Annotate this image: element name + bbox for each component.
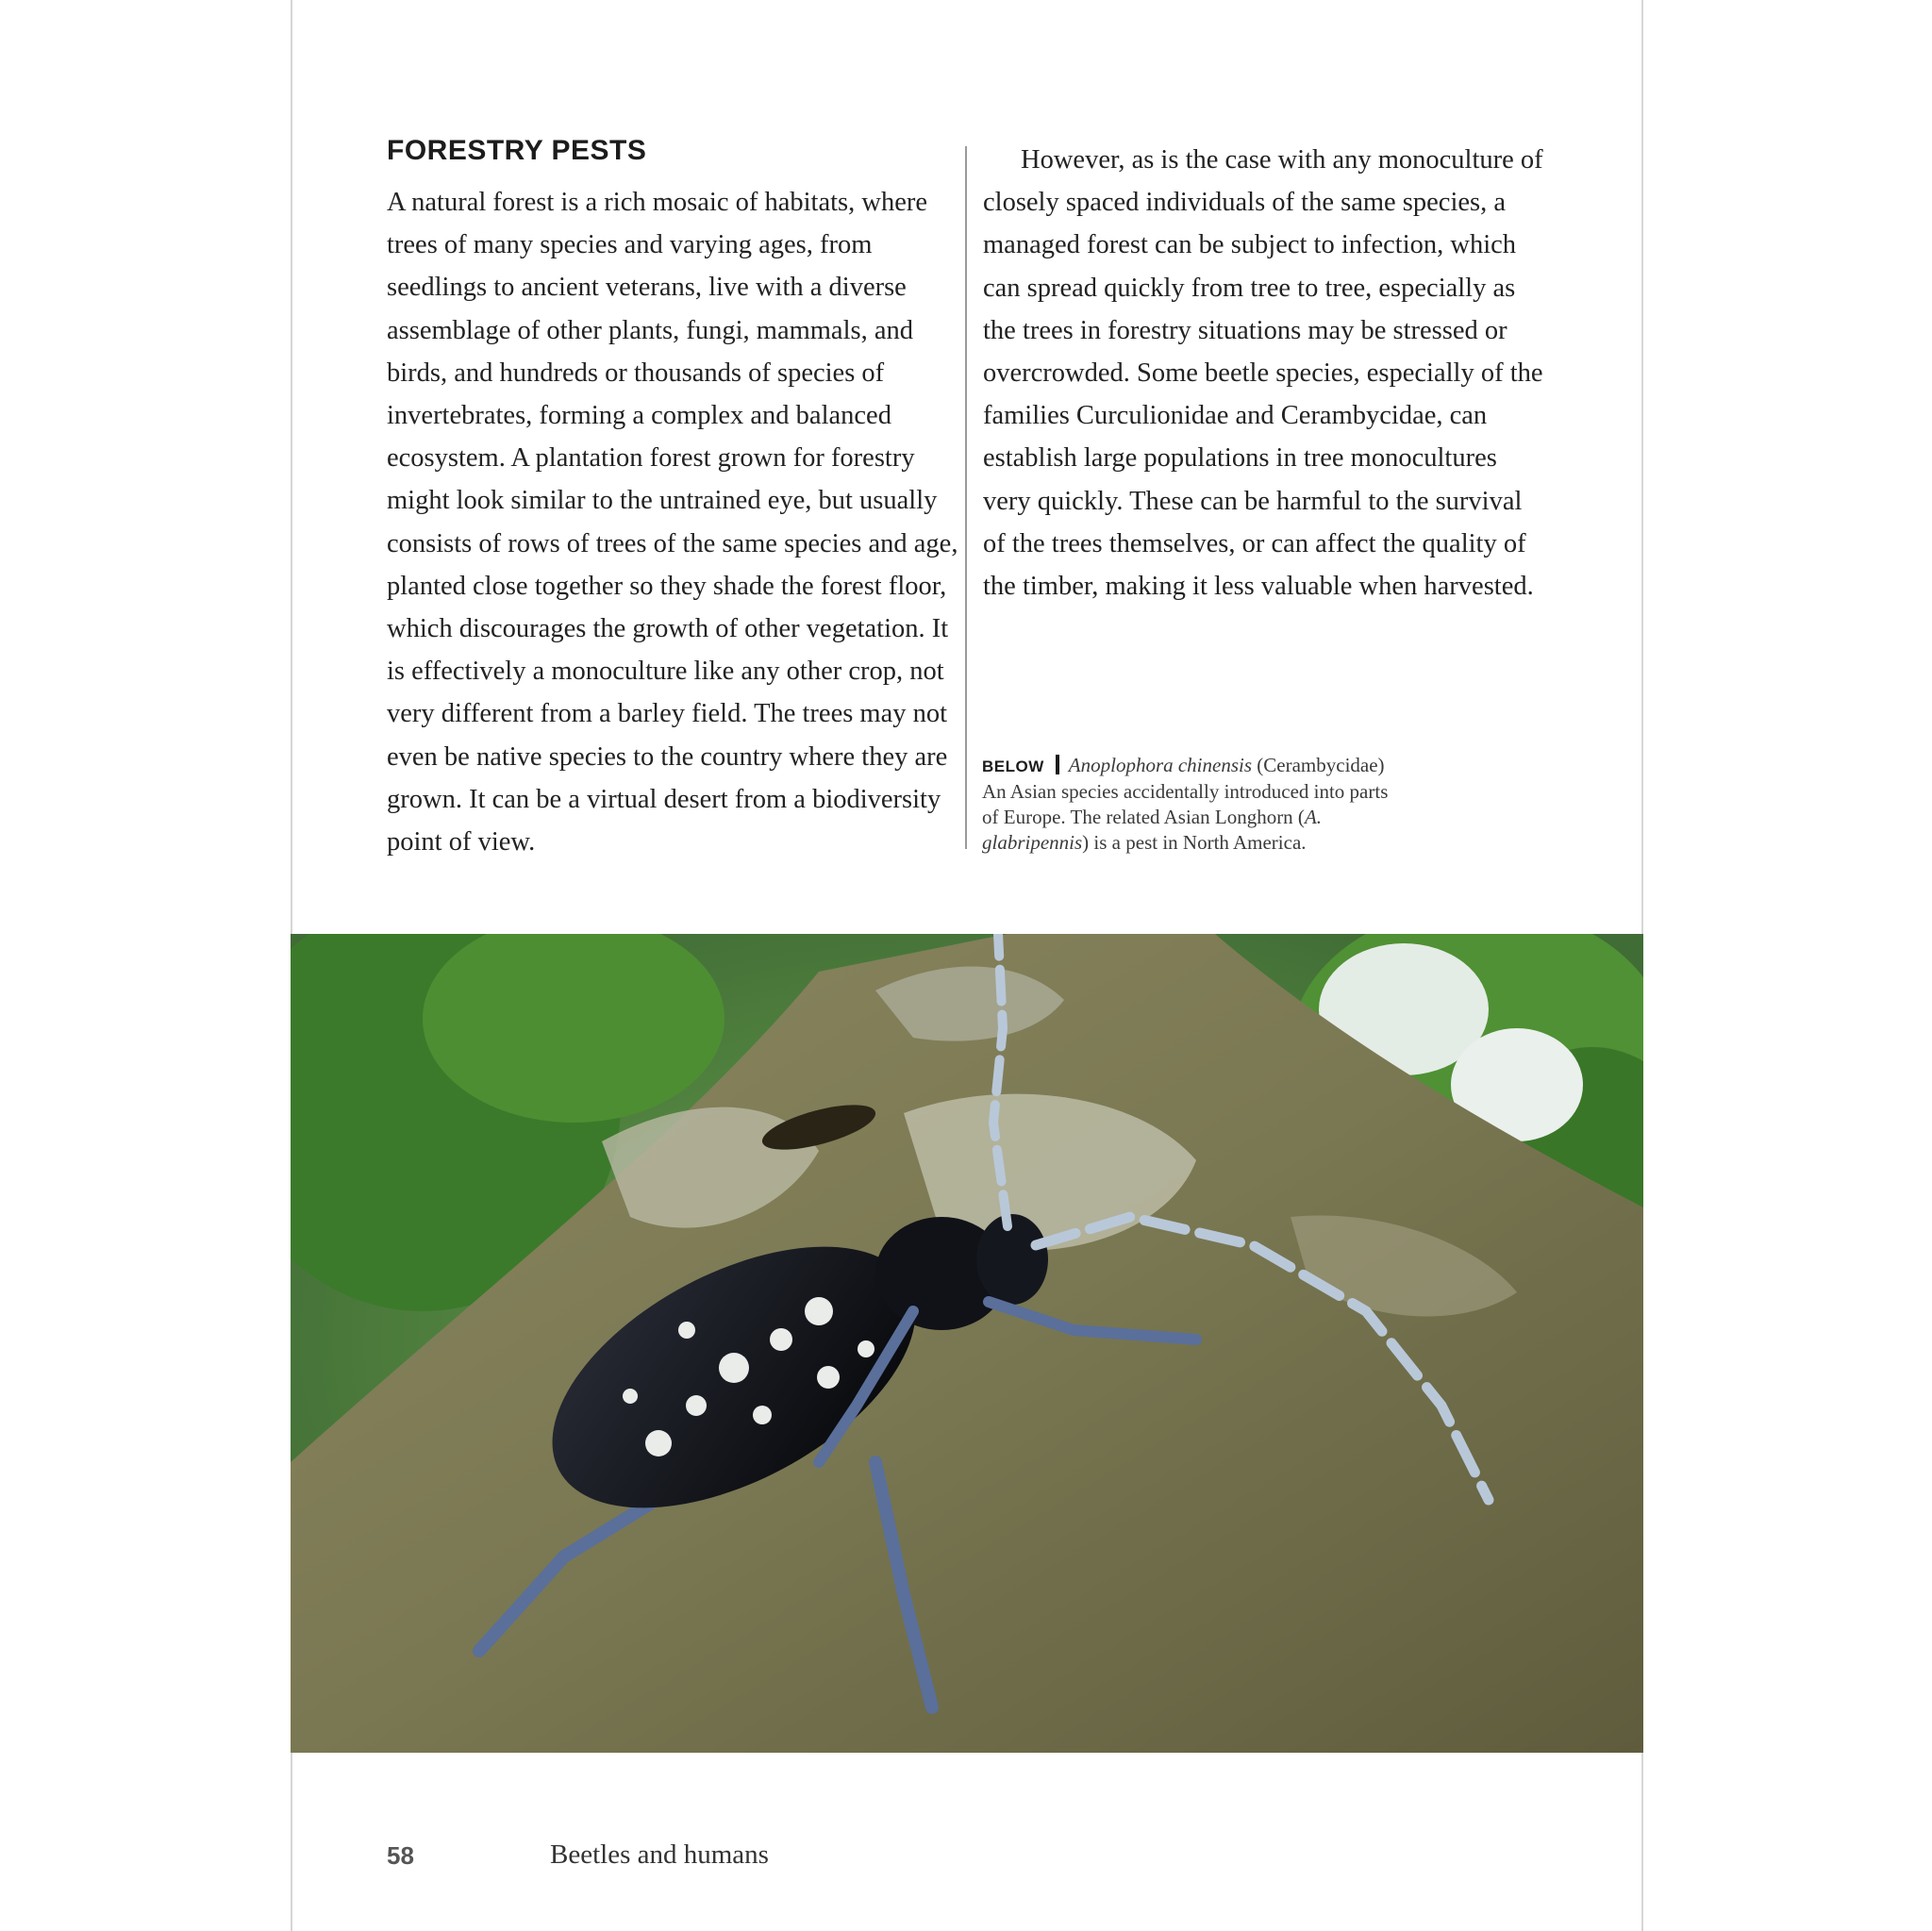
caption-related-species: A. glabripennis [982, 806, 1323, 854]
page-number: 58 [387, 1841, 414, 1870]
caption-label: BELOW [982, 757, 1044, 775]
body-text-right-column: However, as is the case with any monoculture of closely spaced individuals of the same species, a managed forest can be subject to infection, which can spread quickly from tree to tree, especially as the trees in forestry situations may be stressed or overcrowded. Some beetle species, especially of the families Curculionidae and Cerambycidae, can establish large populations in tree monocultures very quickly. These can be harmful to the survival of the trees themselves, or can affect the quality of the timber, making it less valuable when harvested. [983, 145, 1543, 602]
caption-family: (Cerambycidae) [1252, 754, 1385, 776]
caption-species-name: Anoplophora chinensis [1068, 754, 1253, 776]
caption-text-after: ) is a pest in North America. [1082, 831, 1307, 854]
beetle-photo [291, 934, 1643, 1753]
column-divider [965, 146, 967, 849]
photo-caption [982, 753, 1397, 856]
running-head: Beetles and humans [550, 1839, 769, 1870]
caption-separator-bar [1056, 755, 1059, 774]
section-heading: FORESTRY PESTS [387, 135, 647, 166]
body-text-left-column: A natural forest is a rich mosaic of habitats, where trees of many species and varying ages, from seedlings to ancient veterans, live with a diverse assemblage of other plants, fungi, mammals, and birds, and hundreds or thousands of species of invertebrates, forming a complex and balanced ecosystem. A plantation forest grown for forestry might look similar to the untrained eye, but usually consists of rows of trees of the same species and age, planted close together so they shade the forest floor, which discourages the growth of other vegetation. It is effectively a monoculture like any other crop, not very different from a barley field. The trees may not even be native species to the country where they are grown. It can be a virtual desert from a biodiversity point of view. [387, 188, 958, 857]
caption-text-before: An Asian species accidentally introduced into parts of Europe. The related Asian Longhorn ( [982, 780, 1389, 828]
